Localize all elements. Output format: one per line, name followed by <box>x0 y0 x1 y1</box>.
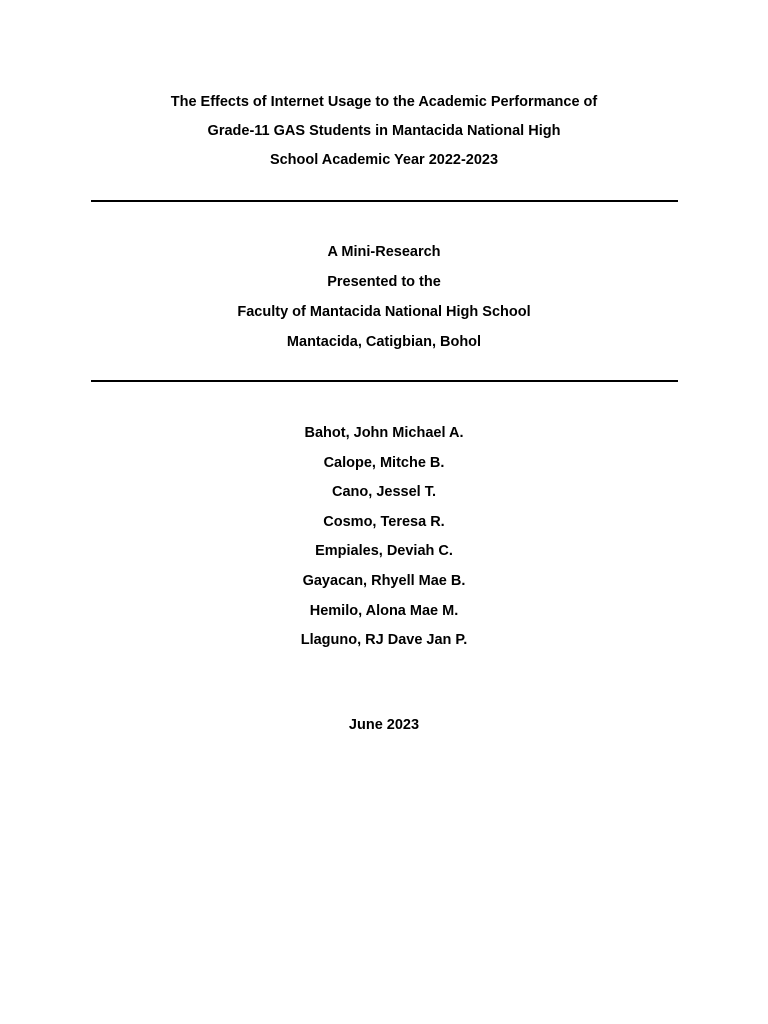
date-text: June 2023 <box>348 717 420 733</box>
presentation-statement <box>0 243 768 363</box>
author-name: Llaguno, RJ Dave Jan P. <box>300 632 468 649</box>
author-name: Calope, Mitche B. <box>323 454 445 471</box>
divider-bottom <box>91 380 678 382</box>
presentation-line-2: Presented to the <box>327 274 441 290</box>
author-name: Empiales, Deviah C. <box>315 543 453 560</box>
author-name: Cosmo, Teresa R. <box>323 513 445 530</box>
research-title <box>0 92 768 179</box>
author-name: Bahot, John Michael A. <box>304 425 464 441</box>
author-name: Cano, Jessel T. <box>332 484 436 501</box>
presentation-line-1: A Mini-Research <box>327 244 441 260</box>
divider-top <box>91 200 678 202</box>
presentation-line-3: Faculty of Mantacida National High School <box>237 304 531 320</box>
submission-date <box>0 716 768 734</box>
presentation-line-4: Mantacida, Catigbian, Bohol <box>286 334 482 350</box>
author-name: Gayacan, Rhyell Mae B. <box>302 572 466 589</box>
title-line-2: Grade-11 GAS Students in Mantacida National High <box>207 123 561 139</box>
author-list <box>0 424 768 661</box>
title-line-3: School Academic Year 2022-2023 <box>269 152 499 168</box>
author-name: Hemilo, Alona Mae M. <box>309 602 459 619</box>
title-line-1: The Effects of Internet Usage to the Academic Performance of <box>170 94 598 110</box>
